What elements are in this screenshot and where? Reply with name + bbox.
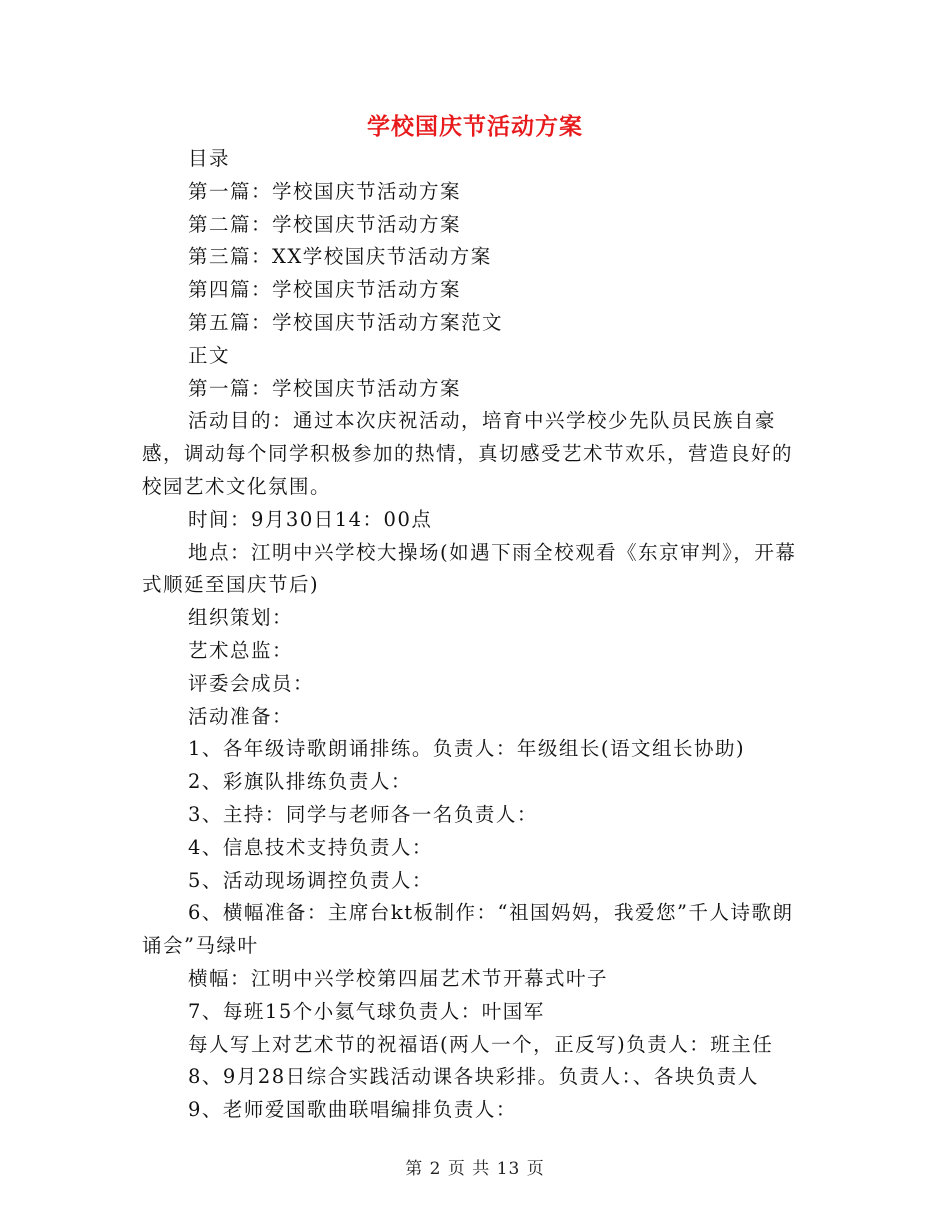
paragraph: 活动目的：通过本次庆祝活动，培育中兴学校少先队员民族自豪感，调动每个同学积极参加的热情，真切感受艺术节欢乐，营造良好的校园艺术文化氛围。 bbox=[142, 409, 794, 498]
paragraph: 第五篇：学校国庆节活动方案范文 bbox=[188, 310, 504, 334]
paragraph: 正文 bbox=[188, 343, 231, 367]
document-body bbox=[142, 143, 810, 1127]
paragraph: 活动准备： bbox=[188, 704, 294, 728]
paragraph: 6、横幅准备：主席台kt板制作：“祖国妈妈，我爱您”千人诗歌朗诵会”马绿叶 bbox=[142, 901, 794, 958]
document-title: 学校国庆节活动方案 bbox=[367, 113, 583, 140]
paragraph: 第一篇：学校国庆节活动方案 bbox=[188, 179, 462, 203]
paragraph: 组织策划： bbox=[188, 606, 294, 630]
paragraph: 3、主持：同学与老师各一名负责人： bbox=[188, 802, 538, 826]
paragraph: 地点：江明中兴学校大操场(如遇下雨全校观看《东京审判》，开幕式顺延至国庆节后) bbox=[142, 540, 797, 597]
paragraph: 每人写上对艺术节的祝福语(两人一个，正反写)负责人：班主任 bbox=[188, 1032, 774, 1056]
paragraph: 5、活动现场调控负责人： bbox=[188, 868, 433, 892]
paragraph: 7、每班15个小氦气球负责人：叶国军 bbox=[188, 999, 545, 1023]
paragraph: 第二篇：学校国庆节活动方案 bbox=[188, 212, 462, 236]
paragraph: 艺术总监： bbox=[188, 638, 294, 662]
paragraph: 目录 bbox=[188, 147, 231, 170]
paragraph: 时间：9月30日14：00点 bbox=[188, 507, 433, 531]
paragraph: 1、各年级诗歌朗诵排练。负责人：年级组长(语文组长协助) bbox=[188, 737, 746, 761]
paragraph: 横幅：江明中兴学校第四届艺术节开幕式叶子 bbox=[188, 966, 609, 990]
paragraph: 4、信息技术支持负责人： bbox=[188, 835, 433, 859]
page-footer: 第 2 页 共 13 页 bbox=[405, 1159, 545, 1179]
paragraph: 2、彩旗队排练负责人： bbox=[188, 770, 412, 794]
paragraph: 8、9月28日综合实践活动课各块彩排。负责人：、各块负责人 bbox=[188, 1065, 759, 1089]
paragraph: 第一篇：学校国庆节活动方案 bbox=[188, 376, 462, 400]
paragraph: 第三篇：XX学校国庆节活动方案 bbox=[188, 245, 492, 269]
paragraph: 9、老师爱国歌曲联唱编排负责人： bbox=[188, 1098, 517, 1122]
paragraph: 第四篇：学校国庆节活动方案 bbox=[188, 278, 462, 302]
paragraph: 评委会成员： bbox=[188, 671, 315, 695]
